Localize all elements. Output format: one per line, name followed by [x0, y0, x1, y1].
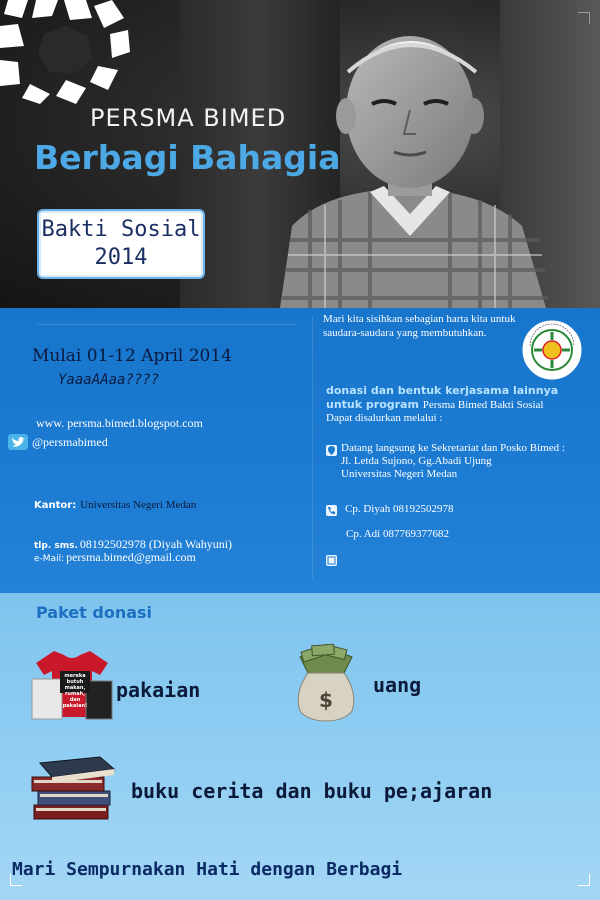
donation-section: [0, 593, 600, 900]
address-line-3: Universitas Negeri Medan: [341, 468, 458, 480]
intro-text: Mari kita sisihkan sebagian harta kita untuk saudara-saudara yang membutuhkan.: [323, 313, 516, 339]
twitter-handle[interactable]: @persmabimed: [32, 434, 108, 449]
note-icon: [326, 555, 337, 566]
program-line-2: [326, 398, 591, 412]
books-stack-icon: [30, 753, 116, 829]
contact-person-1: [326, 502, 453, 516]
email-label: e-Mail:: [34, 554, 65, 564]
donation-item-clothes: pakaian: [116, 678, 201, 702]
location-icon: [326, 445, 337, 456]
phone-value[interactable]: 08192502978 (Diyah Wahyuni): [79, 537, 233, 551]
grid-line: [36, 324, 296, 325]
address-text: [341, 442, 565, 481]
event-badge: [37, 209, 205, 279]
shirt-slogan: mereka butuh makan, rumah, dan pakaian!: [62, 673, 88, 709]
address-line-1: Datang langsung ke Sekretariat dan Posko Bimed :: [341, 442, 565, 454]
column-divider: [312, 316, 313, 578]
program-prefix: untuk program: [326, 398, 419, 411]
books-image-wrap: [30, 753, 116, 833]
blog-link[interactable]: www. persma.bimed.blogspot.com: [36, 416, 203, 430]
channel-note: Dapat disalurkan melalui :: [326, 412, 443, 424]
office-info: [34, 499, 196, 511]
hero-banner: [0, 0, 600, 308]
contact-person-1-text[interactable]: Cp. Diyah 08192502978: [345, 503, 454, 515]
closing-slogan: Mari Sempurnakan Hati dengan Berbagi: [12, 859, 403, 880]
program-line-1: donasi dan bentuk kerjasama lainnya: [326, 384, 559, 397]
badge-event-name: Bakti Sosial: [41, 217, 201, 242]
corner-crop-mark: [578, 12, 590, 24]
money-bag-icon: [290, 643, 362, 723]
address-block: [326, 442, 565, 481]
money-image-wrap: [290, 643, 362, 727]
campaign-title: Berbagi Bahagia: [34, 138, 341, 177]
event-date: Mulai 01-12 April 2014: [32, 346, 233, 366]
shirt-image-wrap: [30, 645, 114, 725]
unimed-seal-logo: [520, 318, 584, 382]
twitter-icon: [8, 434, 28, 450]
donation-packages-title: Paket donasi: [36, 603, 153, 622]
note-icon-wrap: [326, 550, 337, 569]
phone-label: tlp. sms.: [34, 541, 78, 551]
office-label: Kantor:: [34, 500, 77, 511]
donation-item-money: uang: [373, 673, 422, 697]
program-highlight: [326, 384, 591, 412]
phone-icon: [326, 505, 337, 516]
twitter-row[interactable]: [8, 434, 108, 450]
org-name: PERSMA BIMED: [90, 104, 287, 132]
office-value: Universitas Negeri Medan: [80, 499, 197, 511]
badge-year: 2014: [94, 245, 148, 270]
donation-item-books: buku cerita dan buku pe;ajaran: [131, 779, 493, 803]
info-section: [0, 308, 600, 593]
islamic-star-ornament: [0, 0, 135, 110]
email-value[interactable]: persma.bimed@gmail.com: [66, 550, 196, 564]
contact-person-2-text[interactable]: Cp. Adi 087769377682: [346, 528, 449, 540]
svg-text:$: $: [319, 688, 333, 712]
address-line-2: Jl. Letda Sujono, Gg.Abadi Ujung: [341, 455, 492, 467]
corner-crop-mark-bottom-left: [10, 874, 22, 886]
date-tagline: YaaaAAaa????: [58, 372, 160, 388]
program-name: Persma Bimed Bakti Sosial: [422, 399, 544, 411]
corner-crop-mark-bottom-right: [578, 874, 590, 886]
contact-info: [34, 539, 232, 565]
email-row: [34, 552, 232, 565]
contact-person-2: [346, 522, 449, 541]
